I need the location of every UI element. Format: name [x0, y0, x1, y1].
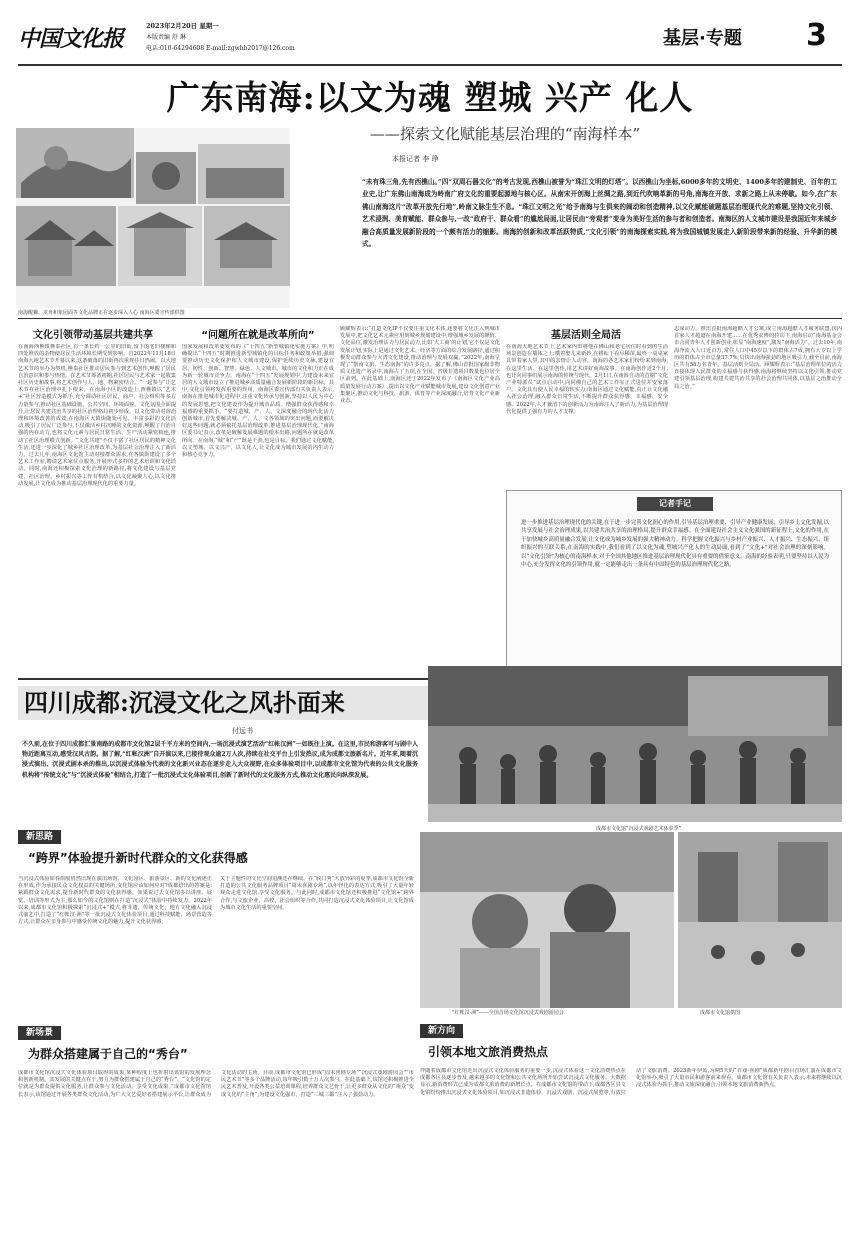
- photo-dragon-boat: [16, 128, 134, 198]
- article2-lead: 不久前,在位于四川成都汇景南路的成都市文化馆2层千平方米的空间内,一场沉浸式演艺活动“红帐汉洲”一如既往上演。在这里,市民和游客可与剧中人物近距离互动,感受汉风古韵。据了解,“红帐汉洲”自开演以来,已接待观众逾2万人次,持续在社交平台上引发热议,成为成都文旅新名片。近年来,随着沉浸式演出、沉浸式剧本杀的推出,以沉浸式体验为代表的文化新兴业态在逐步走入大众视野,在众多体验项目中,以成都市文化馆为代表的公共文化服务机构将“传统文化”与“沉浸式体验”相结合,打造了一批沉浸式文化体验项目,创新了新时代的文化服务方式,推动文化惠民向纵深发展。: [22, 741, 418, 779]
- issue-date: 2023年2月20日 星期一: [146, 22, 219, 30]
- photo-lake-pavilion: [204, 206, 290, 286]
- col1-heading: 文化引领带动基层共建共享: [33, 330, 153, 341]
- col5-text: 志深动力。推出首批南海超酷人才公寓,成立南海超酷人才服务联盟,国内首家人才超道在南海开建……在优秀农博的拉动下,南海启动“南海基金会市合同青年人才创新创业,彰显“南海速度”,激发“南海活力”。过去10年,南海净流入人口近百万,常住人口中45岁以下的群体占7成,拥有大专以上学历的群体占全市总量37.7%,员快出南海强劲的地区吸引力,截至目前,南海区共有58万名青年。基层活则全局活。顾耀辉表示:“基层治理单位的活力直接体现人民群众的幸福感与获得感,南海将继续坚持以文化引领,推动党建引领基层治理,构建共建共治共享的社会治理共同体,以基层之治推动全局之治。”: [674, 326, 842, 390]
- article2-photo-performance: [428, 666, 842, 822]
- editor-note-box: [506, 490, 842, 674]
- contact-line: 电话:010-64294608 E-mail:zgwhb2017@126.com: [146, 45, 295, 52]
- heading-cross-border: “跨界”体验提升新时代群众的文化获得感: [28, 851, 248, 865]
- editor-note-title: 记者手记: [637, 497, 713, 511]
- col1-text: 在南海西樵镇樵泰社区,有一条长约一公里的旧街,留下的老旧楼梯和四处堆放的杂物使居民生活环境长期受到影响。自2022年11月18日南海大地艺术节开幕以来,这条破落的旧街再次重现往日热闹。以大地艺术节的举办为契机,樵泰社区推动居民参与到艺术创作,唤醒了居民自治意识和参与热情。在艺术节筹备初期,社区居民与艺术家一起收集社区历史和故事,将艺术创作与人、地、物紧密结合。“一起参与”让艺术节在社区治理中扎下根来。在南海小区的改造上,西樵镇以“艺术+”社区营造模式为抓手,充分调动社区居民、商户、社会组织等多方力量参与,推动社区基础设施、公共空间、环境面貌、文化氛围全面提升,让居民共建共治共享的社区治理格局初步形成。以文化带动对溶治理和环境改善的成效,在南海区大镇街随处可见。丰富多彩的文化活动,吸引了居民广泛参与,不仅激活乡村沉睡的文化资源,唤醒了自治自强的内在动力,也将文化元素与居民日常生活、生产活动紧密相连,推动了社区治理模式创新。“文化共建”不仅丰富了社区居民的精神文化生活,还进一步深化了城乡社区治理改革,为基层社会治理注入了新活力。过去几年,南海区文化馆主动对接群众需求,在各镇街建设了多个艺术工作室,聘请艺术家驻点服务,开展形式多样的艺术培训和文化活动。同时,南海还积极探索文化治理的新路径,将文化建设与基层党建、社区治理、乡村振兴等工作有机结合,以文化凝聚人心,以文化推动发展,让文化成为推动基层治理现代化的重要力量。: [18, 344, 176, 487]
- article1-subtitle: ——探索文化赋能基层治理的“南海样本”: [369, 125, 641, 143]
- article2-photo-makeup: [420, 832, 674, 1008]
- photo-gallery-hall: [118, 206, 202, 286]
- photo-village: [16, 206, 116, 286]
- col4-heading: 基层活则全局活: [551, 330, 621, 341]
- col4-text: 在南海大地艺术节上,艺术家内田将他在佛山和老宅居住时看到的生活场景创造在墙体之上;横着娶儿来新妙,在耕耘下看尽稀苗,最终一桌桌家具带着家人里,其中的亲情让人动容。南海的各艺术家们纷纷来到南海,在这里生活、在这里创作,用艺术讲好南海故事。在南海创作近2个月,也让向同事们展示南海的传统与现代。2月1日,在南海自动的首期“文化产业特派员”试点启动中,向同佛自己的艺术工作室正式进驻并安家落户。文化具有使人民幸福的软实力,南海区通过文化赋能,真正让文化融入社会治理,融入群众日常生活,不断提升群众获得感、幸福感、安全感。2022年,人才兼清下的创新活力为南海注入了新活力,为基层治理现代化提供了强有力的人才支撑。: [506, 344, 668, 415]
- tag-new-direction: 新方向: [420, 1024, 463, 1038]
- tag-new-thinking: 新思路: [18, 830, 61, 844]
- photo-crowd: [198, 144, 290, 204]
- text-stage: 成都市文化馆沉浸式文化体验项目取得的成果,某种程度上也折射出该馆的发展理念和创新机制。其发展的关键点在于,努力为群众搭建属于自己的“秀台”。“文化馆的定位就是为群众提供文化服务,让群众参与文化活动、享受文化成果。”成都市文化馆馆长表示,该馆通过开展各类群众文化活动,为广大文艺爱好者搭建展示平台,让群众成为文化活动的主角。目前,成都市文化馆已形成“周末喜剧专场”“沉浸式戏剧游园会”“市民艺术节”等多个品牌活动,每年吸引数十万人次参与。在此基础上,该馆还积极推进全民艺术普及,开设各类公益培训课程,培养群众文艺骨干,让更多群众从文化的“观众”变成文化的“主角”,为建设文化强市、打造“三城三都”注入了强劲动力。: [18, 1070, 414, 1098]
- col2-text: 国家发展和改革委发布的《“十四五”新型城镇化实施方案》中,明确提出“十四五”时期推进新型城镇化的目标任务和政策举措,强调要推动历史文化保护和人文城市建设,保护延续历史文脉,建设宜居、韧性、创新、智慧、绿色、人文城市。城市的文化积力正在成为新一轮城市竞争力。南海在“十四五”发展规划中,力建设未来宜居的人文城市设立了推进城乡高质量融合发展新阶段的新目标。其中,文化引领将发挥重要的作用。南海区委宣传部有关负责人表示,南海在推进城市化进程中,注重文化传承与创新,坚持以人民为中心的发展思想,把文化建设作为提升城市品质、增强群众获得感和幸福感的重要抓手。“要打造城、产、人、文深度融合的现代化活力创新城市,首先要解决城、产、人、文各领域的突出问题,而要解决好这些问题,就必须依托基层治理改革,推进基层治理现代化。”南海区委书记表示,改革是破解发展难题的根本出路,问题所在就是改革所向。在南海,“城”和“产”既是干劲,也是目标。我们通过文化赋能,以文塑城、以文兴产、以文化人,让文化成为城市发展的内生动力和核心竞争力。: [182, 344, 334, 459]
- page-number: 3: [806, 18, 827, 53]
- article2-title: 四川成都:沉浸文化之风扑面来: [24, 688, 345, 717]
- masthead: [0, 0, 860, 62]
- article1-photo-caption: 南海醒狮、龙舟和象园面等文化品牌正在逐步深入人心 南海区委宣传部供图: [18, 310, 185, 316]
- article2-photo-caption-top: 成都市文化馆“沉浸式戏剧艺术体验季”: [596, 826, 682, 832]
- article1-byline: 本报记者 李 琤: [392, 155, 439, 163]
- photo-lion-dance: [136, 152, 196, 204]
- heading-consumption: 引领本地文旅消费热点: [428, 1045, 549, 1059]
- text-cross-border-b: 关于主题性的文化空间追溯还在继续。在“脱口秀”大放异彩的夏季,成都市文化馆全新打造的公共文化服务品牌项目“周末喜剧专场”,以年轻化的表达方式,吸引了大量年轻观众走进文化馆,享受文化服务。与此同时,成都市文化馆还积极推进“文化馆+”跨界合作,与文旅企业、高校、社会组织等合作,共同打造沉浸式文化体验项目,让文化馆成为城市文化生活的重要空间。: [220, 876, 414, 911]
- col3-text: 顾耀辉表示:“打造文化IP不仅要注重文化本体,还要将文化注入到城市发展中,把文化艺术元素应用到城乡规划建设中,增强城乡发展的颜值、文化品位,激发治理活力与居民动力,比如‘大工商’的计划,它不仅是文化发展计划,实际上是通过文化艺术、经济等方面的综合发展路径,通过积极发动群众参与大湾文化建设,推动治理与发展双赢。”2022年,南海呈现了“帮南文旅、生态南海”的许多亮点。据了解,佛山首批国家级非物质文化遗产名录中,南海占了五项,在全国、省级非遗项目数量也位居全区前列。在此基础上,南海区还于2022年发布了《南海区文化产业高质量发展行动方案》,提出以文化产业赋能城市发展,建设文化创意产业集聚区,推动文化与科技、旅游、体育等产业深度融合,培育文化产业新业态。: [340, 326, 500, 405]
- article2-byline: 付远书: [232, 727, 253, 735]
- editor-note-text: 进一步推进基层治理现代化的关键,在于进一步完善文化润心的作用,引导基层治理重要、引导产业健康发展、引导乡土文化发掘,以共享发展与社会治理成果,以共建共治共享的治理格局,提升群众幸福感。在全面建设社会主义文化强国的新征程上,文化的作用,在于加快城乡高质量融合发展,让文化成为城乡发展的强大精神动力。科学把握文化振兴与乡村产业振兴、人才振兴、生态振兴、组织振兴的互联关系,在南海的实践中,我们看到了以文化为魂,塑城兴产化人的生动局面,看到了“文化+”对社会治理的深刻影响。以“文化引领”为核心的南海样本,对于全国其他地区推进基层治理现代化具有重要的借鉴意义。南海的经验表明,只要坚持以人民为中心,充分发挥文化的引领作用,就一定能够走出一条具有中国特色的基层治理现代化之路。: [521, 520, 829, 569]
- section-name: 基层·专题: [663, 28, 742, 49]
- article1-title: 广东南海:以文为魂 塑城 兴产 化人: [166, 78, 694, 117]
- newspaper-logo: 中国文化报: [18, 26, 124, 52]
- page-editor: 本版责编 舒 琳: [146, 34, 186, 41]
- article1-section-rule: [18, 318, 842, 319]
- article1-lead: “未有珠三角,先有西樵山。”四“双周石器文化”的考古发现,西樵山被誉为“珠江文明的灯塔”。以西樵山为坐标,6000多年的文明史、1400多年的建制史、百年的工业史,让广东佛山南海成为岭南广府文化的重要起源地与核心区。从南宋开创海上丝绸之路,到近代吹响革新的号角,南海在开放、求新之路上从未停歇。如今,在广东佛山南海这片“改革开放先行地”,岭南文脉生生不息。“珠江文明之光”给予南海与生俱来的阔动和创造精神,以文化赋能破题基层治理现代化的难题,坚持文化引领、艺术浸润、美育赋能、群众参与,一改“政府干、群众看”的尴尬局面,让居民由“旁观者”变身为美好生活的参与者和创造者。南海区的人文城市建设是我国近年来城乡融合高质量发展新阶段的一个颇有活力的缩影。南海的创新和改革活跃特质,“文化引领”的南海探索实践,将为我国城镇发展走入新阶段带来新的经验、升华新的模式。: [362, 178, 837, 249]
- article2-photo-caption-bottom: “红帐汉·洲”——全国首场文化馆沉浸式戏剧游园会: [452, 1010, 564, 1016]
- article2-photo-street: [678, 832, 842, 1008]
- masthead-rule: [18, 64, 842, 66]
- text-consumption: 伴随着成都市文化馆近出沉浸式文化体验服务的重要一步,沉浸式体验这一文化消费热点在成都各区县逐步普及,越来越多的文化馆和公共文化场所开始尝试沉浸式文化服务。大数据显示,新消费形式已成为成都文旅消费的新增长点。在成都市文化馆的带动下,成都各区县文化馆纷纷推出沉浸式文化体验项目,如沉浸式非遗体验、沉浸式戏剧、沉浸式展览等,有效拉动了文旅消费。2023新年伊始,为期5天的“百戏·喜剧”成都新年剧目首场汇演在成都市文化馆举办,吸引了大量市民和游客前来观看。成都市文化馆有关负责人表示,未来将继续以沉浸式体验为抓手,推动文旅深度融合,引领本地文旅消费新热点。: [420, 1068, 842, 1096]
- article2-photo-credit-bottom: 成都市文化馆供图: [700, 1010, 741, 1016]
- heading-stage: 为群众搭建属于自己的“秀台”: [28, 1047, 188, 1061]
- article1-photo-collage: [16, 128, 290, 308]
- col2-heading: “问题所在就是改革所向”: [201, 330, 315, 341]
- text-cross-border-a: 当沉浸式体验如春雨般悄然出现在演出场馆、文化园区、旅游景区、新的文化阐述正在形成,作为承接民众文化权益的关键场所,文化馆应该如何应对?成都给出的答案是:紧跟群众文化需求,提升新时代群众的文化获得感。如果说过去文化馆多以讲座、展览、培训等形式为主,那么如今的文化馆则在打造“沉浸式”体验中持续发力。2022年以来,成都市文化馆积极探索“沉浸式+”模式,将非遗、传统文化、地方文化融入沉浸式演艺中,打造了“红帐汉·洲”等一批沉浸式文化体验项目,通过科技赋能、场景营造等方式,让群众在亲身参与中感受传统文化的魅力,提升文化获得感。: [18, 876, 212, 926]
- tag-new-scene: 新场景: [18, 1026, 61, 1040]
